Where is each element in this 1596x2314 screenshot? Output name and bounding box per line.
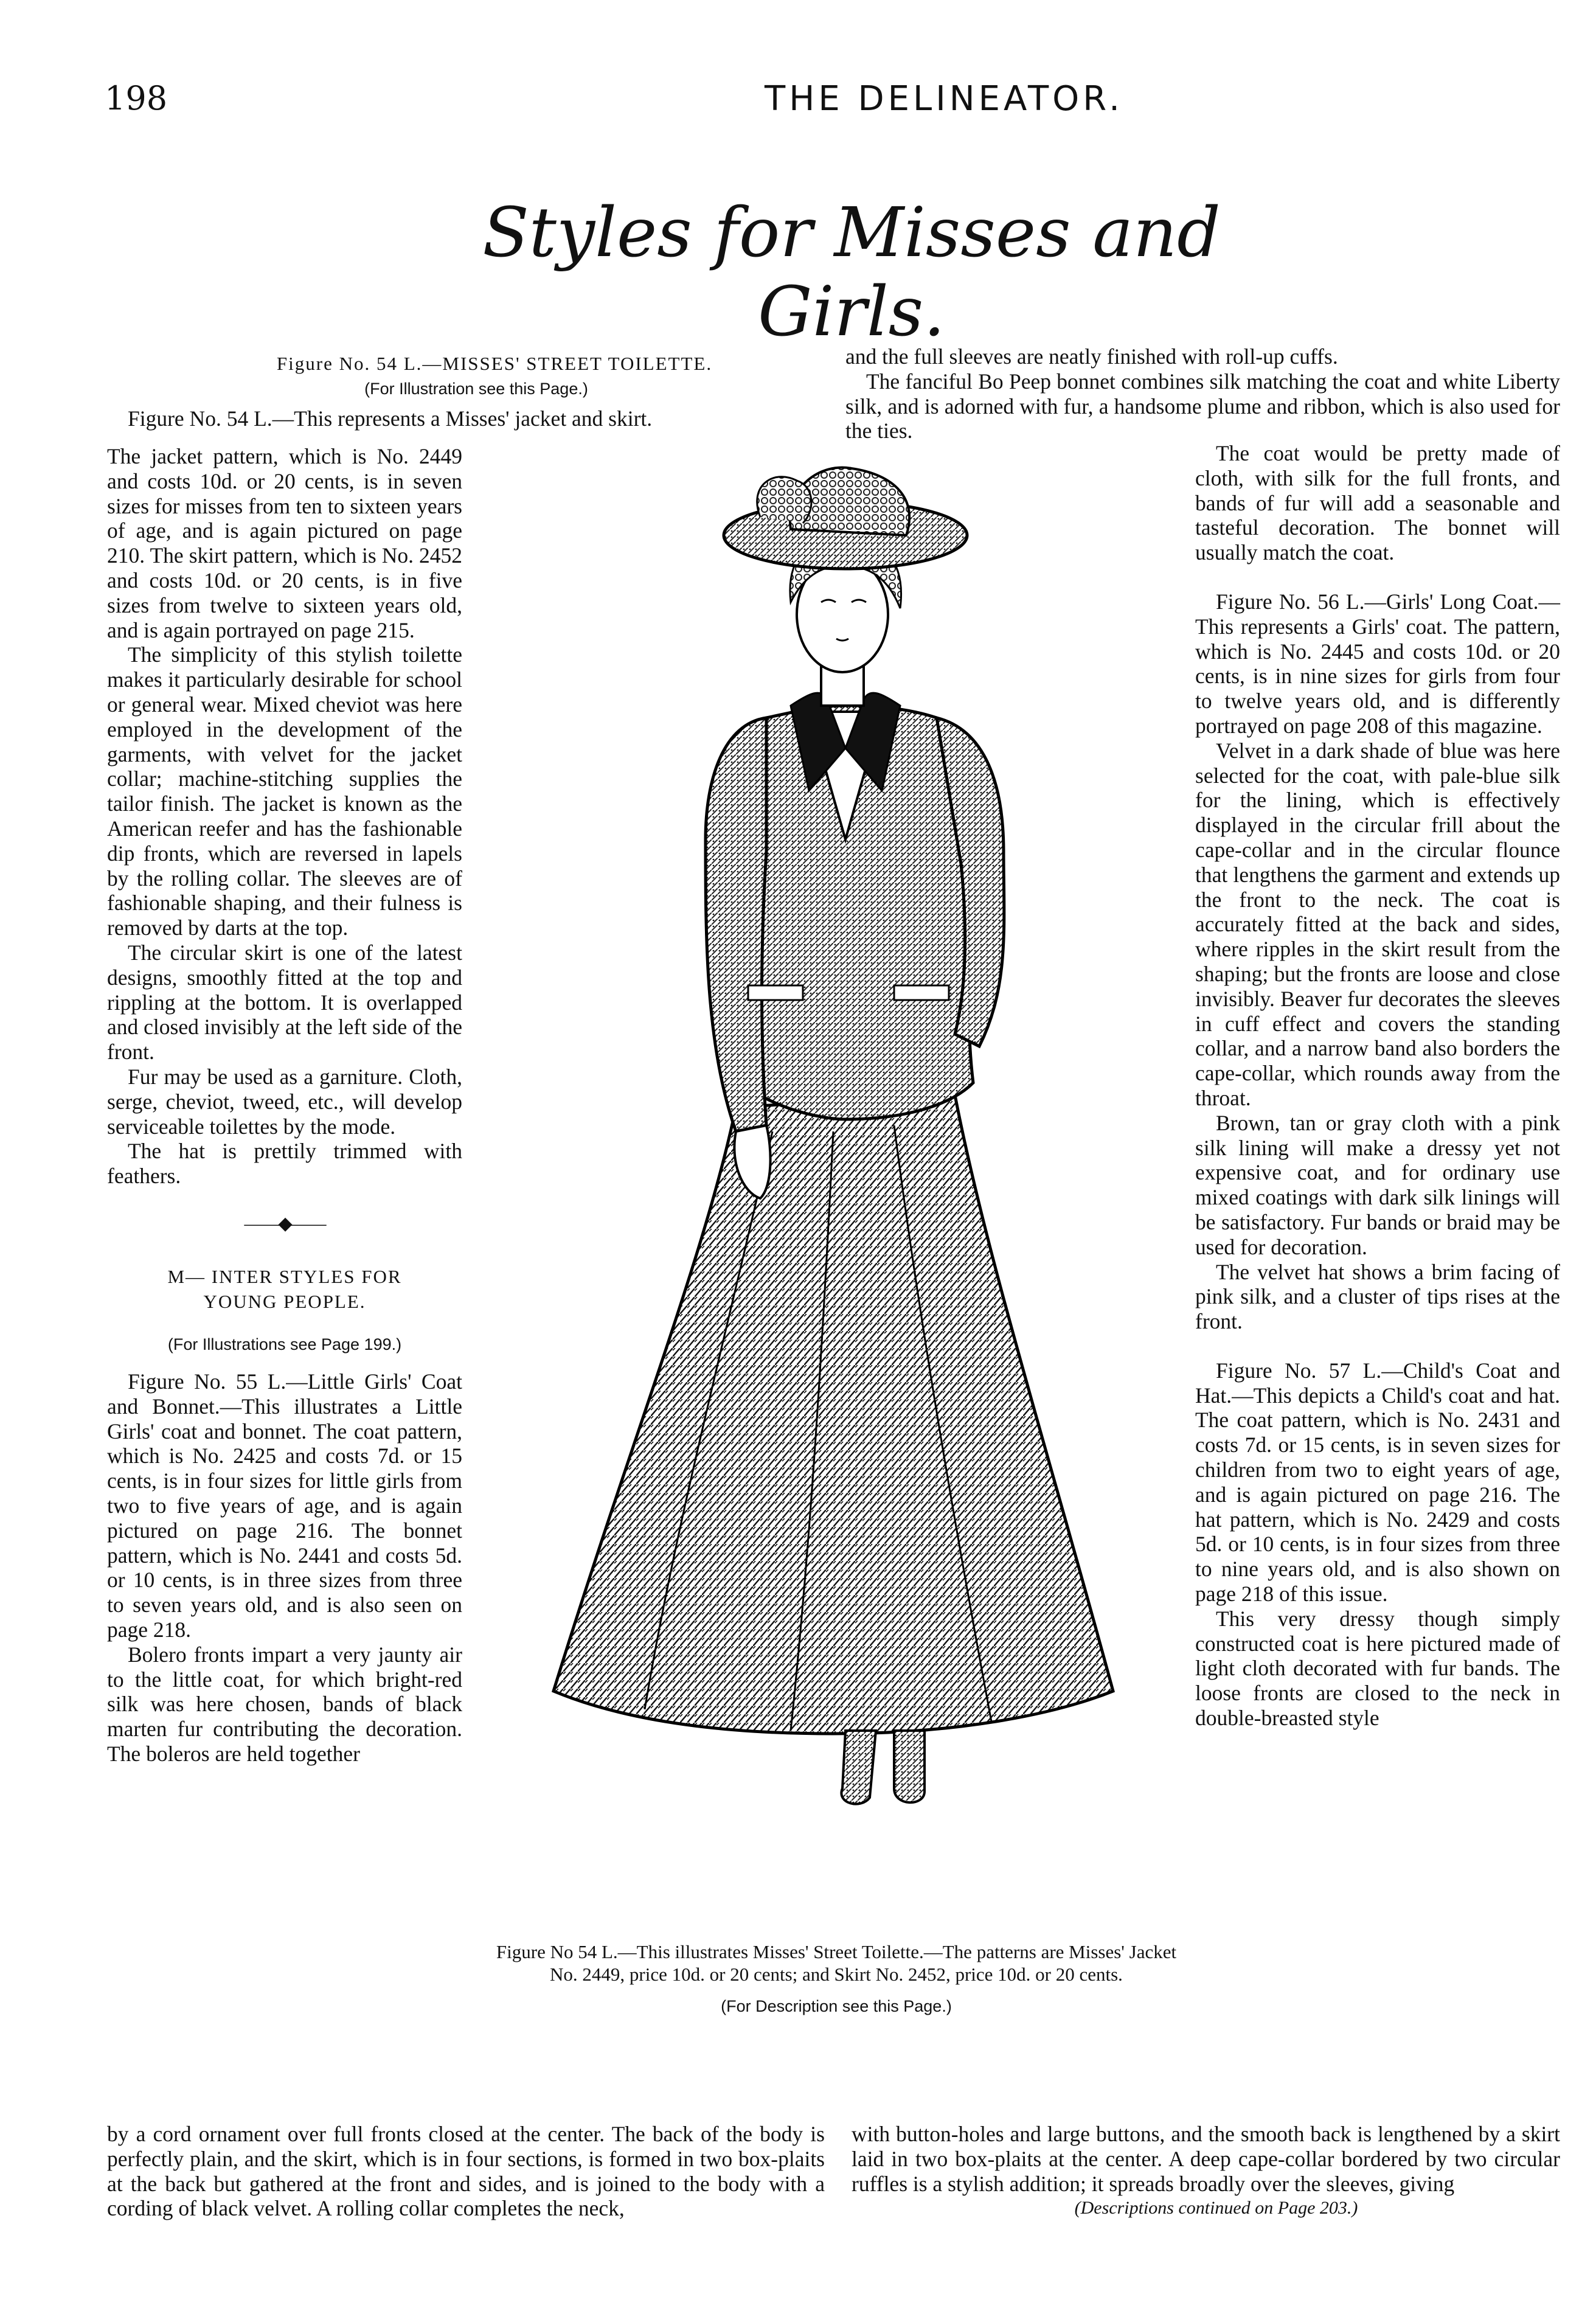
fig56-paragraph-1: Figure No. 56 L.—Girls' Long Coat.—This represents a Girls' coat. The pattern, which is No. 2445 and costs 10d. or 20 cents, is in nine sizes for girls from four to twelve years old, and is differently portrayed on page 208 of this magazine.	[1195, 589, 1560, 738]
continued-note: (Descriptions continued on Page 203.)	[1074, 2198, 1358, 2218]
misses-street-toilette-illustration	[505, 462, 1180, 1934]
winter-heading-line2: YOUNG PEOPLE.	[203, 1290, 366, 1312]
page-title: Styles for Misses and Girls.	[482, 193, 1221, 352]
fig56-paragraph-3: Brown, tan or gray cloth with a pink silk lining will make a dressy yet not expensive coat, and for ordinary use mixed coatings with dark silk linings will be satisfactory. Fur bands or braid may be used for decoration.	[1195, 1110, 1560, 1259]
left-column-upper	[107, 444, 462, 1767]
fig54-paragraph-5: The hat is prettily trimmed with feathers.	[107, 1139, 462, 1189]
running-head	[105, 79, 1564, 128]
fig54-lead: Figure No. 54 L.—This represents a Misses' jacket and skirt.	[128, 406, 653, 431]
fig57-paragraph-1: Figure No. 57 L.—Child's Coat and Hat.—This depicts a Child's coat and hat. The coat pattern, which is No. 2431 and costs 7d. or 15 cents, is in seven sizes for children from two to eight years of age, and is again pictured on page 216. The hat pattern, which is No. 2429 and costs 5d. or 10 cents, is in four sizes from three to nine years old, and is also shown on page 218 of this issue.	[1195, 1358, 1560, 1607]
fig55-paragraph-2: Bolero fronts impart a very jaunty air to the little coat, for which bright-red silk was here chosen, bands of black marten fur contributing the decoration. The boleros are held together	[107, 1642, 462, 1767]
page-number: 198	[105, 79, 168, 117]
fig55-continuation: by a cord ornament over full fronts closed at the center. The back of the body is perfectly plain, and the skirt, which is in four sections, is formed in two box-plaits at the back but gathered at the front and sides, and is joined to the body with a cording of black velvet. A rolling collar completes the neck,	[107, 2122, 825, 2221]
fig54-paragraph-1: The jacket pattern, which is No. 2449 and costs 10d. or 20 cents, is in seven sizes for misses from ten to sixteen years of age, and is again pictured on page 210. The skirt pattern, which is No. 2452 and costs 10d. or 20 cents, is in five sizes from twelve to sixteen years old, and is again portrayed on page 215.	[107, 444, 462, 642]
right-column	[1195, 441, 1560, 1731]
left-bottom-wide	[107, 2122, 825, 2221]
fig57-paragraph-2: This very dressy though simply constructed coat is here pictured made of light cloth decorated with fur bands. The loose fronts are closed to the neck in double-breasted style	[1195, 1606, 1560, 1731]
winter-subheading: (For Illustrations see Page 199.)	[167, 1335, 402, 1354]
section-divider: ——◆——	[244, 1213, 325, 1234]
right-top-wide	[845, 344, 1560, 443]
fig55-paragraph-1: Figure No. 55 L.—Little Girls' Coat and Bonnet.—This illustrates a Little Girls' coat and bonnet. The coat pattern, which is No. 2425 and costs 7d. or 15 cents, is in four sizes for little girls from two to five years of age, and is again pictured on page 216. The bonnet pattern, which is No. 2441 and costs 5d. or 10 cents, is in three sizes from three to seven years old, and is also seen on page 218.	[107, 1369, 462, 1642]
fig55-sleeves-text: and the full sleeves are neatly finished with roll-up cuffs.	[845, 344, 1338, 369]
journal-title: THE DELINEATOR.	[765, 79, 1123, 119]
fig54-paragraph-3: The circular skirt is one of the latest designs, smoothly fitted at the top and rippling at the bottom. It is overlapped and closed invisibly at the left side of the front.	[107, 940, 462, 1065]
fig56-paragraph-2: Velvet in a dark shade of blue was here selected for the coat, with pale-blue silk for the lining, which is effectively displayed in the circular frill about the cape-collar and in the circular flounce that lengthens the garment and extends up the front to the neck. The coat is accurately fitted at the back and sides, where ripples in the skirt result from the shaping; but the fronts are loose and close invisibly. Beaver fur decorates the sleeves in cuff effect and covers the standing collar, and a narrow band also borders the cape-collar, which rounds away from the throat.	[1195, 738, 1560, 1110]
fig54-paragraph-4: Fur may be used as a garniture. Cloth, serge, cheviot, tweed, etc., will develop serviceable toilettes by the mode.	[107, 1064, 462, 1139]
bo-peep-bonnet-text: The fanciful Bo Peep bonnet combines silk matching the coat and white Liberty silk, and is adorned with fur, a handsome plume and ribbon, which is also used for the ties.	[845, 369, 1560, 443]
fig54-paragraph-2: The simplicity of this stylish toilette makes it particularly desirable for school or general wear. Mixed cheviot was here employed in the development of the garments, with velvet for the jacket collar; machine-stitching supplies the tailor finish. The jacket is known as the American reefer and has the fashionable dip fronts, which are reversed in lapels by the rolling collar. The sleeves are of fashionable shaping, and their fulness is removed by darts at the top.	[107, 642, 462, 940]
caption-for-description: (For Description see this Page.)	[721, 1997, 952, 2015]
figure-caption	[496, 1940, 1177, 2018]
fig57-continuation: with button-holes and large buttons, and the smooth back is lengthened by a skirt laid in two box-plaits at the center. A deep cape-collar bordered by two circular ruffles is a stylish addition; it spreads broadly over the sleeves, giving	[852, 2122, 1560, 2196]
fig54-header-block	[107, 352, 825, 431]
fig56-paragraph-4: The velvet hat shows a brim facing of pink silk, and a cluster of tips rises at the front.	[1195, 1259, 1560, 1334]
coat-pretty-text: The coat would be pretty made of cloth, with silk for the full fronts, and bands of fur will add a seasonable and tasteful decoration. The bonnet will usually match the coat.	[1195, 441, 1560, 565]
right-bottom-wide	[852, 2122, 1560, 2221]
fig54-heading: Figure No. 54 L.—MISSES' STREET TOILETTE.	[276, 353, 713, 374]
fig54-subheading: (For Illustration see this Page.)	[364, 379, 588, 398]
winter-heading-line1: M— INTER STYLES FOR	[167, 1265, 402, 1287]
caption-text: Figure No 54 L.—This illustrates Misses' Street Toilette.—The patterns are Misses' Jacket No. 2449, price 10d. or 20 cents; and Skirt No. 2452, price 10d. or 20 cents.	[496, 1941, 1177, 1985]
